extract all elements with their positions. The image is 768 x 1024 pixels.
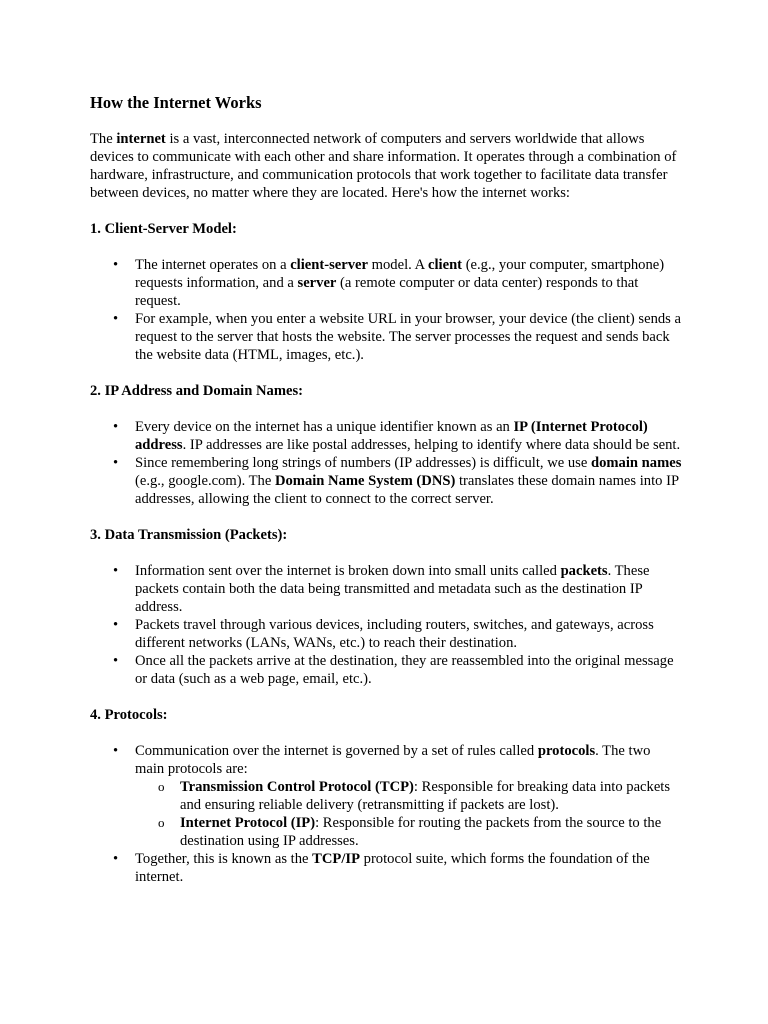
bold-term: client-server (290, 257, 368, 273)
list-item: • Since remembering long strings of numbers (IP addresses) is difficult, we use domain names (e.g., google.com). The Domain Name System (DNS) translates these domain names into IP addresses, allowing the client to connect to the correct server. (135, 454, 682, 508)
bold-term: Transmission Control Protocol (TCP) (180, 779, 414, 795)
section-heading-protocols: 4. Protocols: (90, 707, 168, 723)
list-item: • Every device on the internet has a unique identifier known as an IP (Internet Protocol) address. IP addresses are like postal addresses, helping to identify where data should be sent. (135, 418, 682, 454)
bold-term: internet (116, 131, 166, 147)
packets-list (90, 562, 682, 688)
section-heading-client-server: 1. Client-Server Model: (90, 221, 237, 237)
bold-term: protocols (537, 743, 596, 759)
list-item: • For example, when you enter a website URL in your browser, your device (the client) sends a request to the server that hosts the website. The server processes the request and sends back the website data (HTML, images, etc.). (135, 310, 682, 364)
bold-term: domain names (590, 455, 682, 471)
list-item: • Information sent over the internet is broken down into small units called packets. These packets contain both the data being transmitted and metadata such as the destination IP address. (135, 562, 682, 616)
list-item: • Once all the packets arrive at the destination, they are reassembled into the original message or data (such as a web page, email, etc.). (135, 652, 682, 688)
list-item: • Packets travel through various devices, including routers, switches, and gateways, across different networks (LANs, WANs, etc.) to reach their destination. (135, 616, 682, 652)
protocols-list (90, 742, 682, 886)
list-item: • Together, this is known as the TCP/IP protocol suite, which forms the foundation of the internet. (135, 850, 682, 886)
protocols-sublist (135, 778, 682, 850)
list-item: • The internet operates on a client-server model. A client (e.g., your computer, smartphone) requests information, and a server (a remote computer or data center) responds to that request. (135, 256, 682, 310)
page-title: How the Internet Works (90, 93, 262, 112)
bold-term: Domain Name System (DNS) (274, 473, 456, 489)
bold-term: TCP/IP (312, 851, 360, 867)
list-item (135, 742, 682, 850)
list-item-text: Communication over the internet is governed by a set of rules called protocols. The two main protocols are: (135, 743, 651, 777)
bold-term: client (428, 257, 463, 273)
bold-term: server (297, 275, 337, 291)
bold-term: Internet Protocol (IP) (180, 815, 316, 831)
intro-paragraph: The internet is a vast, interconnected network of computers and servers worldwide that allows devices to communicate with each other and share information. It operates through a combination of hardware, infrastructure, and communication protocols that work together to facilitate data transfer between devices, no matter where they are located. Here's how the internet works: (90, 131, 677, 201)
bold-term: IP (Internet Protocol) address (135, 419, 648, 453)
section-heading-packets: 3. Data Transmission (Packets): (90, 527, 288, 543)
document-body (90, 93, 682, 904)
ip-domain-list (90, 418, 682, 508)
client-server-list (90, 256, 682, 364)
sub-list-item-ip: o Internet Protocol (IP): Responsible for routing the packets from the source to the destination using IP addresses. (180, 814, 682, 850)
section-heading-ip-domain: 2. IP Address and Domain Names: (90, 383, 303, 399)
sub-list-item-tcp: o Transmission Control Protocol (TCP): Responsible for breaking data into packets and ensuring reliable delivery (retransmitting if packets are lost). (180, 778, 682, 814)
bold-term: packets (560, 563, 608, 579)
